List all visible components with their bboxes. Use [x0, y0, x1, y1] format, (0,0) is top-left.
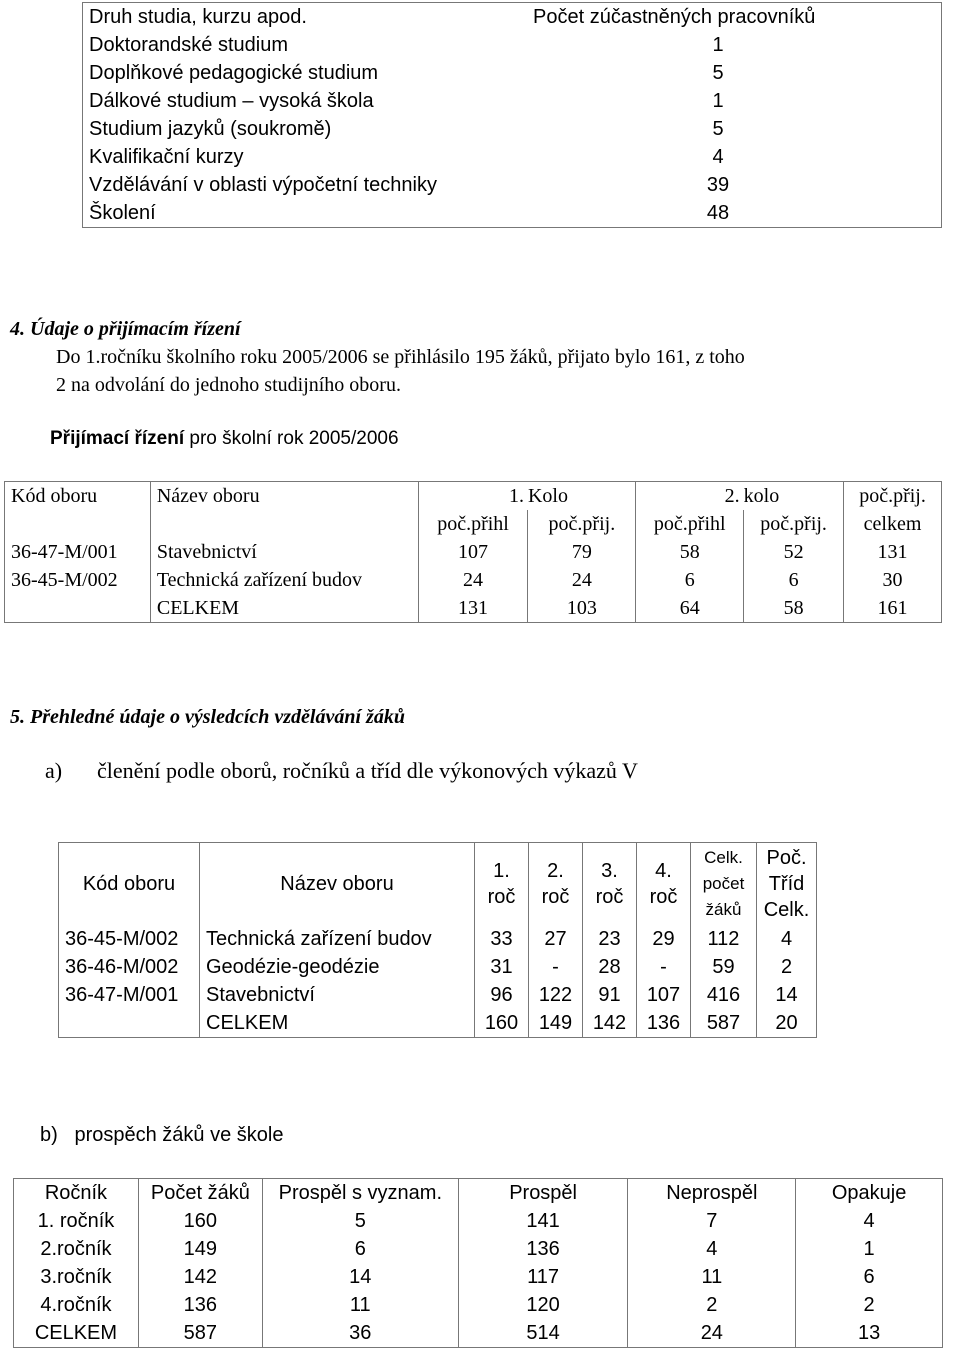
table-cell: 131 [844, 538, 942, 566]
table-cell: 131 [418, 594, 528, 623]
table-cell: 96 [475, 981, 529, 1009]
table-cell: 4 [495, 143, 942, 171]
header-cell: Neprospěl [628, 1179, 796, 1208]
header-cell: Kolo [528, 482, 636, 511]
table-cell: 24 [418, 566, 528, 594]
table-cell: CELKEM [200, 1009, 475, 1038]
subsection-text: prospěch žáků ve škole [74, 1124, 284, 1146]
header-line: Poč. [766, 847, 807, 869]
table-cell: 14 [262, 1263, 458, 1291]
header-cell [475, 843, 529, 926]
table-cell: 36 [262, 1319, 458, 1348]
table-row [83, 199, 942, 228]
header-line: 3. [601, 860, 618, 882]
table-cell: 58 [744, 594, 844, 623]
subheading-bold: Přijímací řízení [50, 428, 185, 449]
table-cell: 141 [458, 1207, 628, 1235]
table-cell: 11 [628, 1263, 796, 1291]
header-line: žáků [705, 900, 742, 919]
header-cell: Název oboru [150, 482, 418, 511]
table-cell: 1 [495, 87, 942, 115]
header-cell: 1. [418, 482, 528, 511]
subsection-b [40, 1124, 283, 1147]
table-row [14, 1319, 943, 1348]
table-cell: Studium jazyků (soukromě) [83, 115, 496, 143]
table-row [83, 31, 942, 59]
header-cell: Kód oboru [5, 482, 151, 511]
subsection-a [45, 758, 638, 784]
table-cell: 7 [628, 1207, 796, 1235]
table-cell: 5 [495, 59, 942, 87]
table-cell: 6 [796, 1263, 943, 1291]
section-4-heading: 4. Údaje o přijímacím řízení [10, 318, 241, 340]
table-cell: 4 [796, 1207, 943, 1235]
header-line: 2. [547, 860, 564, 882]
header-cell [5, 510, 151, 538]
table-cell: Školení [83, 199, 496, 228]
table-row [59, 1009, 817, 1038]
table-cell: 4.ročník [14, 1291, 139, 1319]
table-cell: 36-46-M/002 [59, 953, 200, 981]
table-cell: 3.ročník [14, 1263, 139, 1291]
table-cell: 59 [691, 953, 757, 981]
table-row [14, 1235, 943, 1263]
subsection-text: členění podle oborů, ročníků a tříd dle výkonových výkazů V [97, 758, 638, 783]
header-cell [583, 843, 637, 926]
table-row [14, 1207, 943, 1235]
header-cell: Název oboru [200, 843, 475, 926]
table-row [83, 115, 942, 143]
table-cell: Stavebnictví [150, 538, 418, 566]
header-cell [637, 843, 691, 926]
table-cell: 149 [138, 1235, 262, 1263]
table-cell: 48 [495, 199, 942, 228]
table-cell: 79 [528, 538, 636, 566]
header-cell: celkem [844, 510, 942, 538]
table-row [5, 594, 942, 623]
header-cell [691, 843, 757, 926]
admission-subheading [50, 428, 399, 450]
table-cell: 112 [691, 925, 757, 953]
table-cell: 11 [262, 1291, 458, 1319]
table-cell: 2 [796, 1291, 943, 1319]
table-cell: 120 [458, 1291, 628, 1319]
header-line: Tříd [768, 873, 805, 895]
training-table [82, 2, 942, 228]
table-cell: 160 [475, 1009, 529, 1038]
table-cell: 5 [495, 115, 942, 143]
table-row [59, 953, 817, 981]
header-cell [529, 843, 583, 926]
table-header-row [5, 510, 942, 538]
header-line: roč [649, 886, 678, 908]
table-cell: 6 [636, 566, 744, 594]
header-cell: Druh studia, kurzu apod. [83, 3, 496, 32]
header-cell: Počet žáků [138, 1179, 262, 1208]
table-row [5, 566, 942, 594]
header-line: počet [702, 874, 745, 893]
header-cell [757, 843, 817, 926]
table-cell: 36-45-M/002 [5, 566, 151, 594]
table-cell: 103 [528, 594, 636, 623]
table-cell: CELKEM [150, 594, 418, 623]
header-cell: 2. [636, 482, 744, 511]
table-cell: 91 [583, 981, 637, 1009]
header-cell: Kód oboru [59, 843, 200, 926]
header-cell: Prospěl [458, 1179, 628, 1208]
header-cell: Ročník [14, 1179, 139, 1208]
table-cell: 28 [583, 953, 637, 981]
table-cell: 36-47-M/001 [59, 981, 200, 1009]
table-cell: 142 [583, 1009, 637, 1038]
table-cell: Stavebnictví [200, 981, 475, 1009]
table-cell: 117 [458, 1263, 628, 1291]
table-row [83, 59, 942, 87]
table-cell: 29 [637, 925, 691, 953]
results-table [13, 1178, 943, 1348]
table-cell: 64 [636, 594, 744, 623]
table-cell: 149 [529, 1009, 583, 1038]
admission-table [4, 481, 942, 623]
table-cell: CELKEM [14, 1319, 139, 1348]
subheading-rest: pro školní rok 2005/2006 [184, 428, 399, 449]
header-cell: Opakuje [796, 1179, 943, 1208]
table-cell: 161 [844, 594, 942, 623]
table-row [59, 925, 817, 953]
header-cell: poč.přij. [744, 510, 844, 538]
table-row [5, 538, 942, 566]
table-cell: 136 [458, 1235, 628, 1263]
header-cell: poč.přij. [528, 510, 636, 538]
header-cell [150, 510, 418, 538]
header-line: roč [487, 886, 516, 908]
table-cell: 136 [637, 1009, 691, 1038]
header-cell: poč.přij. [844, 482, 942, 511]
table-cell: 36-47-M/001 [5, 538, 151, 566]
table-cell: 107 [637, 981, 691, 1009]
table-cell: 416 [691, 981, 757, 1009]
table-cell [59, 1009, 200, 1038]
table-row [83, 87, 942, 115]
header-line: 1. [493, 860, 510, 882]
table-cell [5, 594, 151, 623]
table-cell: 14 [757, 981, 817, 1009]
subsection-label: a) [45, 758, 63, 783]
table-row [83, 143, 942, 171]
header-line: roč [541, 886, 570, 908]
table-cell: 107 [418, 538, 528, 566]
table-cell: 27 [529, 925, 583, 953]
table-cell: Technická zařízení budov [200, 925, 475, 953]
table-cell: Doplňkové pedagogické studium [83, 59, 496, 87]
table-header-row [14, 1179, 943, 1208]
table-header-row [59, 843, 817, 926]
table-cell: 24 [528, 566, 636, 594]
table-header-row [83, 3, 942, 32]
table-cell: Technická zařízení budov [150, 566, 418, 594]
table-cell: 1. ročník [14, 1207, 139, 1235]
table-cell: 2 [757, 953, 817, 981]
table-cell: 13 [796, 1319, 943, 1348]
table-cell: 23 [583, 925, 637, 953]
table-cell: Vzdělávání v oblasti výpočetní techniky [83, 171, 496, 199]
table-cell: 136 [138, 1291, 262, 1319]
table-cell: 122 [529, 981, 583, 1009]
table-header-row [5, 482, 942, 511]
table-cell: 5 [262, 1207, 458, 1235]
header-line: 4. [655, 860, 672, 882]
table-cell: 2.ročník [14, 1235, 139, 1263]
header-line: Celk. [763, 899, 810, 921]
table-cell: 33 [475, 925, 529, 953]
table-cell: 24 [628, 1319, 796, 1348]
section-5-heading: 5. Přehledné údaje o výsledcích vzdělávání žáků [10, 706, 405, 728]
table-cell: 36-45-M/002 [59, 925, 200, 953]
header-line: roč [595, 886, 624, 908]
paragraph-line: 2 na odvolání do jednoho studijního oboru. [56, 374, 401, 396]
table-cell: Doktorandské studium [83, 31, 496, 59]
table-row [59, 981, 817, 1009]
table-cell: 52 [744, 538, 844, 566]
table-cell: 58 [636, 538, 744, 566]
table-cell: 39 [495, 171, 942, 199]
header-cell: Prospěl s vyznam. [262, 1179, 458, 1208]
table-cell: 31 [475, 953, 529, 981]
header-cell: poč.přihl [636, 510, 744, 538]
table-cell: 6 [744, 566, 844, 594]
table-cell: - [529, 953, 583, 981]
table-row [83, 171, 942, 199]
table-row [14, 1263, 943, 1291]
table-cell: 30 [844, 566, 942, 594]
header-cell: poč.přihl [418, 510, 528, 538]
table-row [14, 1291, 943, 1319]
subsection-label: b) [40, 1124, 58, 1146]
fields-table [58, 842, 817, 1038]
table-cell: 1 [495, 31, 942, 59]
table-cell: Dálkové studium – vysoká škola [83, 87, 496, 115]
section-4-paragraph [56, 343, 936, 399]
table-cell: 2 [628, 1291, 796, 1319]
header-cell: Počet zúčastněných pracovníků [495, 3, 942, 32]
table-cell: 20 [757, 1009, 817, 1038]
table-cell: 142 [138, 1263, 262, 1291]
table-cell: 587 [691, 1009, 757, 1038]
table-cell: Geodézie-geodézie [200, 953, 475, 981]
header-cell: kolo [744, 482, 844, 511]
table-cell: 587 [138, 1319, 262, 1348]
table-cell: - [637, 953, 691, 981]
paragraph-line: Do 1.ročníku školního roku 2005/2006 se přihlásilo 195 žáků, přijato bylo 161, z toho [56, 346, 745, 368]
table-cell: 1 [796, 1235, 943, 1263]
table-cell: 514 [458, 1319, 628, 1348]
table-cell: 160 [138, 1207, 262, 1235]
header-line: Celk. [704, 848, 743, 867]
table-cell: 4 [628, 1235, 796, 1263]
table-cell: 4 [757, 925, 817, 953]
table-cell: 6 [262, 1235, 458, 1263]
table-cell: Kvalifikační kurzy [83, 143, 496, 171]
